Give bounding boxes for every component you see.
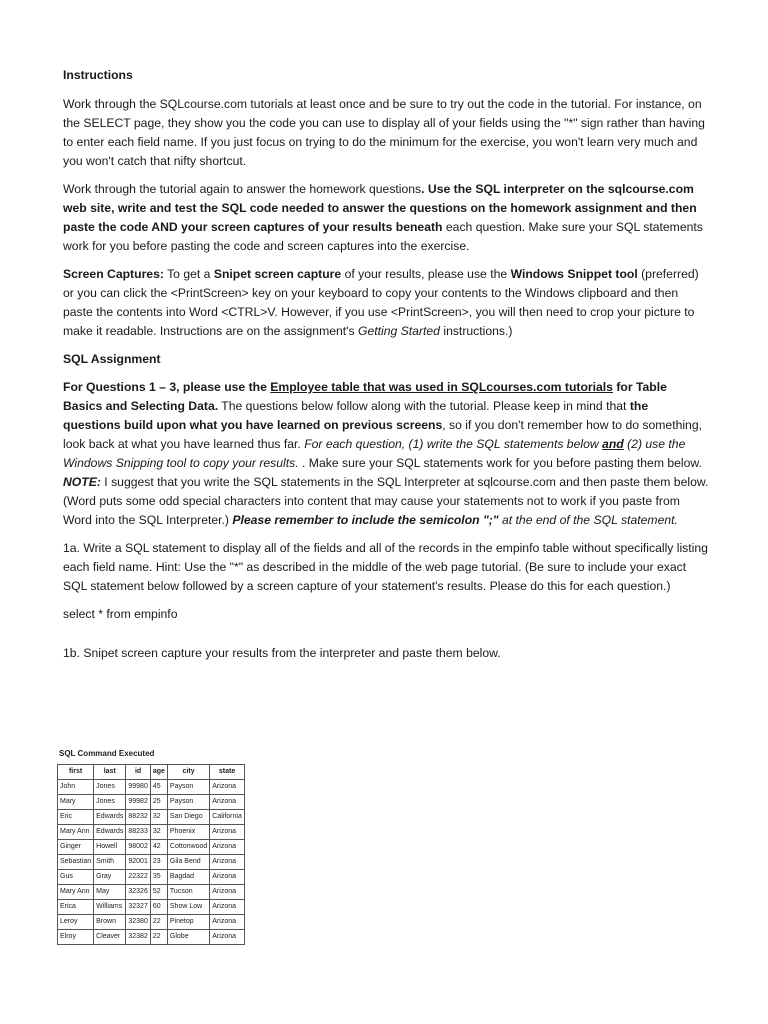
table-cell-first: Elroy	[58, 930, 94, 945]
column-header-last: last	[94, 765, 126, 780]
table-row	[58, 840, 245, 855]
table-cell-first: Eric	[58, 810, 94, 825]
table-row	[58, 870, 245, 885]
sql-assignment-heading: SQL Assignment	[63, 352, 161, 366]
results-table	[57, 764, 245, 945]
table-row	[58, 885, 245, 900]
table-cell-first: Sebastian	[58, 855, 94, 870]
table-cell-last: May	[94, 885, 126, 900]
table-row	[58, 915, 245, 930]
table-cell-city: Gila Bend	[167, 855, 209, 870]
table-cell-last: Jones	[94, 795, 126, 810]
question-1a: 1a. Write a SQL statement to display all of the fields and all of the records in the empinfo table without specifically listing each field name. Hint: Use the "*" as described in the middle of the web page tutorial. (Be sure to include your exact SQL statement below followed by a screen capture of your statement's results. Please do this for each question.)	[63, 541, 708, 593]
table-cell-id: 99980	[126, 780, 150, 795]
table-cell-first: Gus	[58, 870, 94, 885]
capture-title: SQL Command Executed	[59, 749, 155, 758]
p3-text-d: of your results, please use the	[341, 267, 511, 281]
results-body	[58, 780, 245, 945]
p3-text-h: instructions.)	[439, 324, 513, 338]
table-cell-city: Tucson	[167, 885, 209, 900]
table-row	[58, 930, 245, 945]
table-cell-id: 99982	[126, 795, 150, 810]
table-cell-state: Arizona	[210, 855, 245, 870]
screen-captures-paragraph	[63, 265, 709, 341]
p3-snipet: Snipet screen capture	[213, 267, 342, 281]
instructions-heading: Instructions	[63, 68, 133, 82]
table-cell-state: Arizona	[210, 825, 245, 840]
table-cell-last: Edwards	[94, 810, 126, 825]
table-row	[58, 855, 245, 870]
table-cell-city: San Diego	[167, 810, 209, 825]
table-row	[58, 795, 245, 810]
table-cell-state: Arizona	[210, 780, 245, 795]
question-1b: 1b. Snipet screen capture your results from the interpreter and paste them below.	[63, 646, 501, 660]
table-cell-city: Pinetop	[167, 915, 209, 930]
table-cell-last: Howell	[94, 840, 126, 855]
p2-bold-paste: then paste the code AND your screen captures of your results beneath	[63, 201, 697, 234]
table-cell-state: Arizona	[210, 885, 245, 900]
table-cell-state: Arizona	[210, 795, 245, 810]
table-cell-age: 22	[150, 915, 167, 930]
p3-tool: Windows Snippet tool	[510, 267, 638, 281]
semicolon-reminder: Please remember to include the semicolon ";"	[232, 513, 499, 527]
table-cell-age: 35	[150, 870, 167, 885]
table-cell-age: 60	[150, 900, 167, 915]
table-cell-age: 22	[150, 930, 167, 945]
table-cell-first: John	[58, 780, 94, 795]
table-row	[58, 900, 245, 915]
column-header-city: city	[167, 765, 209, 780]
table-cell-first: Leroy	[58, 915, 94, 930]
p5-italic-d: at the end of the SQL statement.	[498, 513, 678, 527]
questions-paragraph	[63, 378, 709, 473]
column-header-first: first	[58, 765, 94, 780]
p4-italic-i: (2) use the Windows Snipping tool to copy your results.	[63, 437, 686, 470]
table-cell-id: 32327	[126, 900, 150, 915]
p4-text-f: , so if you don't remember how to do something, look back at what you have learned thus far.	[63, 418, 703, 451]
table-cell-id: 32380	[126, 915, 150, 930]
table-cell-state: Arizona	[210, 870, 245, 885]
p2-period: . Use the SQL interpreter on the sqlcourse.com web site, write and test the SQL code needed to answer the questions on the homework assignment and	[63, 182, 694, 215]
p3-getting-started: Getting Started	[357, 324, 440, 338]
table-cell-state: Arizona	[210, 930, 245, 945]
table-cell-state: Arizona	[210, 900, 245, 915]
table-cell-state: Arizona	[210, 840, 245, 855]
table-cell-last: Jones	[94, 780, 126, 795]
table-cell-first: Ginger	[58, 840, 94, 855]
answer-sql: select * from empinfo	[63, 607, 178, 621]
p4-lead: For Questions 1 – 3, please use the	[63, 380, 271, 394]
table-cell-last: Brown	[94, 915, 126, 930]
table-cell-id: 98002	[126, 840, 150, 855]
table-row	[58, 810, 245, 825]
p4-text-d: The questions below follow along with the tutorial. Please keep in mind that	[218, 399, 630, 413]
p2-text-a: Work through the tutorial again to answer the homework questions	[63, 182, 422, 196]
table-cell-city: Bagdad	[167, 870, 209, 885]
note-label: NOTE:	[63, 475, 101, 489]
table-cell-first: Mary	[58, 795, 94, 810]
table-cell-state: California	[210, 810, 245, 825]
table-cell-city: Phoenix	[167, 825, 209, 840]
table-cell-first: Erica	[58, 900, 94, 915]
p4-text-j: . Make sure your SQL statements work for you before pasting them below.	[302, 456, 702, 470]
table-cell-id: 22322	[126, 870, 150, 885]
table-cell-city: Payson	[167, 780, 209, 795]
table-cell-city: Cottonwood	[167, 840, 209, 855]
table-cell-id: 32382	[126, 930, 150, 945]
p4-bold-c: for Table Basics and Selecting Data.	[63, 380, 667, 413]
p4-bold-e: the questions build upon what you have learned on previous screens	[63, 399, 649, 432]
document-body	[63, 66, 709, 663]
p4-and: and	[602, 437, 624, 451]
table-cell-id: 88232	[126, 810, 150, 825]
table-cell-city: Globe	[167, 930, 209, 945]
note-paragraph	[63, 473, 709, 530]
table-cell-age: 23	[150, 855, 167, 870]
p5-text-b: I suggest that you write the SQL statements in the SQL Interpreter at sqlcourse.com and then paste them below. (Word puts some odd special characters into content that may cause your statements not to work if you paste from Word into the SQL Interpreter.)	[63, 475, 709, 527]
p3-text-b: To get a	[163, 267, 214, 281]
table-cell-id: 92001	[126, 855, 150, 870]
table-cell-age: 25	[150, 795, 167, 810]
p3-label: Screen Captures:	[63, 267, 164, 281]
results-header-row	[58, 765, 245, 780]
table-cell-id: 32326	[126, 885, 150, 900]
table-row	[58, 825, 245, 840]
table-cell-last: Edwards	[94, 825, 126, 840]
table-cell-state: Arizona	[210, 915, 245, 930]
table-cell-age: 52	[150, 885, 167, 900]
table-cell-first: Mary Ann	[58, 825, 94, 840]
table-row	[58, 780, 245, 795]
table-cell-last: Williams	[94, 900, 126, 915]
instructions-paragraph-2	[63, 180, 709, 256]
p4-italic-g: For each question, (1) write the SQL statements below	[304, 437, 603, 451]
table-cell-city: Show Low	[167, 900, 209, 915]
screen-capture-image	[57, 749, 293, 945]
employee-table-link[interactable]: Employee table that was used in SQLcourses.com tutorials	[270, 380, 613, 394]
column-header-age: age	[150, 765, 167, 780]
column-header-state: state	[210, 765, 245, 780]
table-cell-age: 32	[150, 825, 167, 840]
table-cell-id: 88233	[126, 825, 150, 840]
table-cell-age: 45	[150, 780, 167, 795]
p3-text-f: (preferred) or you can click the <PrintScreen> key on your keyboard to copy your contents to the Windows clipboard and then paste the contents into Word <CTRL>V. However, if you use <PrintScreen>, you will then need to crop your picture to make it readable. Instructions are on the assignment's	[63, 267, 699, 338]
p2-text-d: each question. Make sure your SQL statements work for you before pasting the code and screen captures into the exercise.	[63, 220, 703, 253]
instructions-paragraph-1: Work through the SQLcourse.com tutorials at least once and be sure to try out the code in the tutorial. For instance, on the SELECT page, they show you the code you can use to display all of your fields using the "*" sign rather than having to enter each field name. If you just focus on trying to do the minimum for the exercise, you won't learn very much and you won't catch that nifty shortcut.	[63, 97, 705, 168]
table-cell-age: 42	[150, 840, 167, 855]
table-cell-city: Payson	[167, 795, 209, 810]
column-header-id: id	[126, 765, 150, 780]
table-cell-last: Cleaver	[94, 930, 126, 945]
table-cell-last: Smith	[94, 855, 126, 870]
table-cell-last: Gray	[94, 870, 126, 885]
table-cell-first: Mary Ann	[58, 885, 94, 900]
table-cell-age: 32	[150, 810, 167, 825]
